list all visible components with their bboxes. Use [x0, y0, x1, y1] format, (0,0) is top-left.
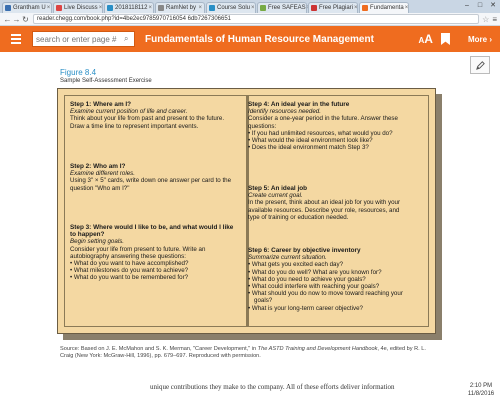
hamburger-menu-icon[interactable] [6, 26, 26, 52]
tab-close-icon[interactable]: × [198, 5, 202, 11]
tab-favicon-icon [311, 5, 317, 11]
tab-close-icon[interactable]: × [404, 5, 409, 11]
list-item: • What is your long-term career objective? [248, 305, 410, 312]
tab-label: Grantham U [13, 5, 46, 11]
figure-source-note: Source: Based on J. E. McMahon and S. K. Merman, "Career Development," in The ASTD Training and Development Handbook, 4e, edited by R. L. Craig (New York: McGraw-Hill, 1996), pp. 679–697. Reproduced with permission. [60, 346, 426, 359]
url-field[interactable] [33, 14, 479, 24]
tab-close-icon[interactable]: × [148, 5, 152, 11]
font-size-button[interactable]: AA [418, 32, 433, 46]
clock-date: 11/8/2016 [467, 391, 495, 397]
figure-label: Figure 8.4 [60, 68, 97, 77]
notes-edit-button[interactable] [470, 56, 490, 74]
more-button[interactable]: More › [467, 34, 492, 44]
tab-favicon-icon [107, 5, 113, 11]
forward-icon[interactable]: → [12, 14, 21, 24]
step-3: Step 3: Where would I like to be, and what would I like to happen? Begin setting goals. Consider your life from present to future. Write an autobiography answering these questions: • What do you want to have accomplished? • What milestones do you want to achieve? • What do you want to be remembered for? [70, 224, 234, 282]
tab-label: Live Discuss [64, 5, 98, 11]
browser-menu-icon[interactable]: ≡ [492, 14, 497, 24]
book-page [57, 88, 436, 334]
browser-tab[interactable] [308, 2, 358, 13]
tab-close-icon[interactable]: × [354, 5, 358, 11]
tab-favicon-icon [5, 5, 11, 11]
tab-close-icon[interactable]: × [98, 5, 103, 11]
address-bar [0, 13, 500, 26]
list-item: • What should you do now to move toward reaching your goals? [248, 290, 410, 304]
minimize-icon[interactable]: – [465, 2, 469, 9]
browser-tab[interactable] [257, 2, 307, 13]
body-text-line: unique contributions they make to the company. All of these efforts deliver information [150, 383, 395, 391]
url-text: reader.chegg.com/book.php?id=4be2ec9785970716054 6db7267306651 [37, 16, 232, 22]
list-item: • If you had unlimited resources, what would you do? [248, 130, 410, 137]
list-item: • What gets you excited each day? [248, 261, 410, 268]
browser-tab[interactable] [155, 2, 205, 13]
back-icon[interactable]: ← [3, 14, 12, 24]
self-assessment-figure [57, 88, 442, 340]
tab-favicon-icon [56, 5, 62, 11]
browser-tab[interactable] [104, 2, 154, 13]
figure-caption: Sample Self-Assessment Exercise [60, 78, 152, 84]
tab-favicon-icon [158, 5, 164, 11]
list-item: • What do you want to be remembered for? [70, 274, 234, 281]
page-search-box[interactable] [32, 31, 135, 47]
list-item: • What milestones do you want to achieve? [70, 267, 234, 274]
tab-favicon-icon [209, 5, 215, 11]
tab-favicon-icon [362, 5, 368, 11]
taskbar-clock[interactable] [462, 380, 500, 400]
browser-tab[interactable] [359, 2, 409, 13]
tab-close-icon[interactable]: × [251, 5, 255, 11]
step-4: Step 4: An ideal year in the future Identify resources needed. Consider a one-year period in the future. Answer these questions: • If you had unlimited resources, what would you do? • What would the ideal environment look like? • Does the ideal environment match Step 3? [248, 101, 410, 151]
book-title: Fundamentals of Human Resource Management [145, 33, 374, 45]
tab-label: RamNet by [166, 5, 197, 11]
close-window-icon[interactable]: ✕ [490, 2, 496, 9]
search-icon[interactable]: ⌕ [124, 34, 129, 43]
tab-label: Fundamenta [370, 5, 404, 11]
bookmark-star-icon[interactable]: ☆ [482, 14, 490, 24]
step-5: Step 5: An ideal job Create current goal. In the present, think about an ideal job for you with your available resources. Describe your role, resources, and type of training or education needed. [248, 185, 401, 221]
list-item: • What could interfere with reaching your goals? [248, 283, 410, 290]
tab-favicon-icon [260, 5, 266, 11]
tab-label: Free SAFEAS [268, 5, 306, 11]
pencil-icon [475, 60, 486, 71]
reader-header [0, 26, 500, 52]
reload-icon[interactable]: ↻ [22, 14, 29, 24]
tab-close-icon[interactable]: × [46, 5, 51, 11]
window-controls [462, 1, 498, 10]
list-item: • What do you need to achieve your goals? [248, 276, 410, 283]
maximize-icon[interactable]: □ [477, 2, 483, 9]
browser-tab[interactable] [206, 2, 256, 13]
bookmark-icon[interactable] [441, 33, 450, 45]
list-item: • Does the ideal environment match Step 3? [248, 144, 410, 151]
step-1: Step 1: Where am I? Examine current position of life and career. Think about your life from past and present to the future. Draw a time line to represent important events. [70, 101, 225, 130]
list-item: • What do you want to have accomplished? [70, 260, 234, 267]
step-2: Step 2: Who am I? Examine different roles. Using 3" × 5" cards, write down one answer per card to the question "Who am I?" [70, 163, 232, 192]
browser-tab[interactable] [53, 2, 103, 13]
browser-tab[interactable] [2, 2, 52, 13]
tab-label: 2018118112 [115, 5, 148, 11]
list-item: • What do you do well? What are you known for? [248, 269, 410, 276]
search-input[interactable] [36, 35, 124, 44]
clock-time: 2:10 PM [469, 383, 493, 389]
tab-label: Course Solu [217, 5, 251, 11]
step-6: Step 6: Career by objective inventory Summarize current situation. • What gets you excited each day? • What do you do well? What are you known for? • What do you need to achieve your goals? • What could interfere with reaching your goals? • What should you do now to move toward reaching your goals? • What is your long-term career objective? [248, 247, 410, 312]
list-item: • What would the ideal environment look like? [248, 137, 410, 144]
tab-label: Free Plagiari [319, 5, 354, 11]
browser-tab-strip [0, 0, 500, 13]
